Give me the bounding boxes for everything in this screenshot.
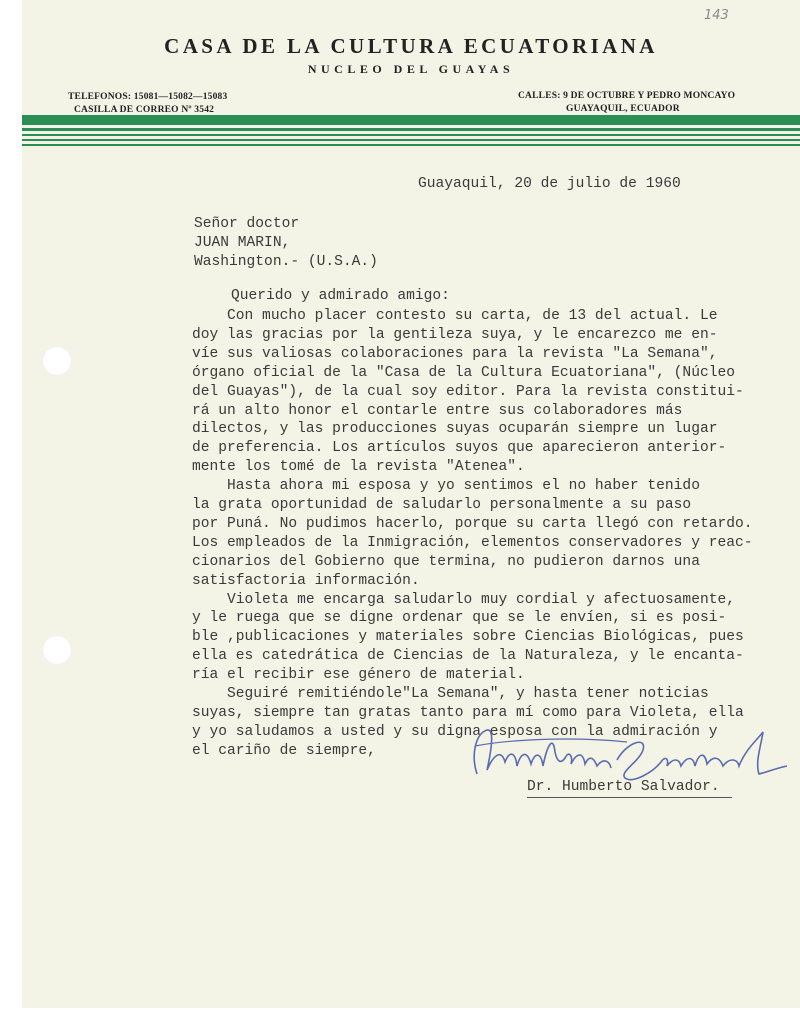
letter-body-line: Los empleados de la Inmigración, elementos conservadores y reac- bbox=[192, 534, 753, 551]
letter-body-line: y le ruega que se digne ordenar que se le envíen, si es posi- bbox=[192, 610, 727, 627]
letter-body-line: doy las gracias por la gentileza suya, y le encarezco me en- bbox=[192, 326, 718, 343]
letter-body-line: del Guayas"), de la cual soy editor. Para la revista constitui- bbox=[192, 383, 744, 400]
letter-body-line: víe sus valiosas colaboraciones para la revista "La Semana", bbox=[192, 345, 718, 362]
letterhead-streets: CALLES: 9 DE OCTUBRE Y PEDRO MONCAYO bbox=[518, 91, 736, 101]
letterhead-title: CASA DE LA CULTURA ECUATORIANA bbox=[164, 34, 658, 58]
letter-body-line: dilectos, y las producciones suyas ocuparán siempre un lugar bbox=[192, 421, 718, 438]
letter-body-line: de preferencia. Los artículos suyos que aparecieron anterior- bbox=[192, 440, 727, 457]
letter-body-line: cionarios del Gobierno que termina, no pudieron darnos una bbox=[192, 553, 700, 570]
letter-body-line: ble ,publicaciones y materiales sobre Ciencias Biológicas, pues bbox=[192, 629, 744, 646]
letter-body-line: mente los tomé de la revista "Atenea". bbox=[192, 459, 525, 476]
signer-name: Dr. Humberto Salvador. bbox=[527, 779, 720, 795]
stripe-thin-4 bbox=[22, 144, 800, 146]
letter-body-line: suyas, siempre tan gratas tanto para mí como para Violeta, ella bbox=[192, 704, 744, 721]
letter-page bbox=[22, 0, 800, 1008]
letter-body-line: Con mucho placer contesto su carta, de 13 del actual. Le bbox=[192, 308, 718, 324]
punch-hole-bottom bbox=[42, 635, 72, 665]
stripe-thin-3 bbox=[22, 139, 800, 141]
letterhead-mailbox: CASILLA DE CORREO Nº 3542 bbox=[74, 105, 215, 115]
punch-hole-top bbox=[42, 346, 72, 376]
letter-body-line: por Puná. No pudimos hacerlo, porque su carta llegó con retardo. bbox=[192, 515, 753, 532]
recipient-line: JUAN MARIN, bbox=[194, 235, 291, 251]
letter-body-line: satisfactoria información. bbox=[192, 572, 420, 589]
letter-body-line: ella es catedrática de Ciencias de la Naturaleza, y le encanta- bbox=[192, 648, 744, 665]
letter-body-line: ría el recibir ese género de material. bbox=[192, 667, 525, 684]
archive-number: 143 bbox=[704, 8, 729, 23]
letter-body-line: Violeta me encarga saludarlo muy cordial y afectuosamente, bbox=[192, 591, 735, 608]
recipient-line: Señor doctor bbox=[194, 216, 300, 232]
letter-body-line: la grata oportunidad de saludarlo personalmente a su paso bbox=[192, 497, 692, 513]
salutation: Querido y admirado amigo: bbox=[231, 288, 450, 304]
letter-body-line: el cariño de siempre, bbox=[192, 742, 376, 759]
recipient-line: Washington.- (U.S.A.) bbox=[194, 254, 378, 270]
letterhead-subtitle: NUCLEO DEL GUAYAS bbox=[307, 62, 515, 76]
stripe-thin-2 bbox=[22, 134, 800, 136]
stripe-thin-1 bbox=[22, 128, 800, 131]
letter-body-line: Seguiré remitiéndole"La Semana", y hasta tener noticias bbox=[192, 686, 709, 702]
letterhead-phones: TELEFONOS: 15081—15082—15083 bbox=[68, 92, 228, 102]
signer-underline bbox=[527, 797, 732, 798]
stripe-thick bbox=[22, 115, 800, 125]
letterhead-city: GUAYAQUIL, ECUADOR bbox=[566, 104, 680, 114]
letter-body-line: órgano oficial de la "Casa de la Cultura Ecuatoriana", (Núcleo bbox=[192, 364, 735, 381]
letter-body-line: Hasta ahora mi esposa y yo sentimos el no haber tenido bbox=[192, 478, 700, 495]
letterhead-stripes bbox=[22, 115, 800, 149]
letter-date: Guayaquil, 20 de julio de 1960 bbox=[418, 176, 681, 192]
letter-body-line: y yo saludamos a usted y su digna esposa con la admiración y bbox=[192, 723, 718, 740]
letter-body-line: rá un alto honor el contarle entre sus colaboradores más bbox=[192, 402, 683, 419]
